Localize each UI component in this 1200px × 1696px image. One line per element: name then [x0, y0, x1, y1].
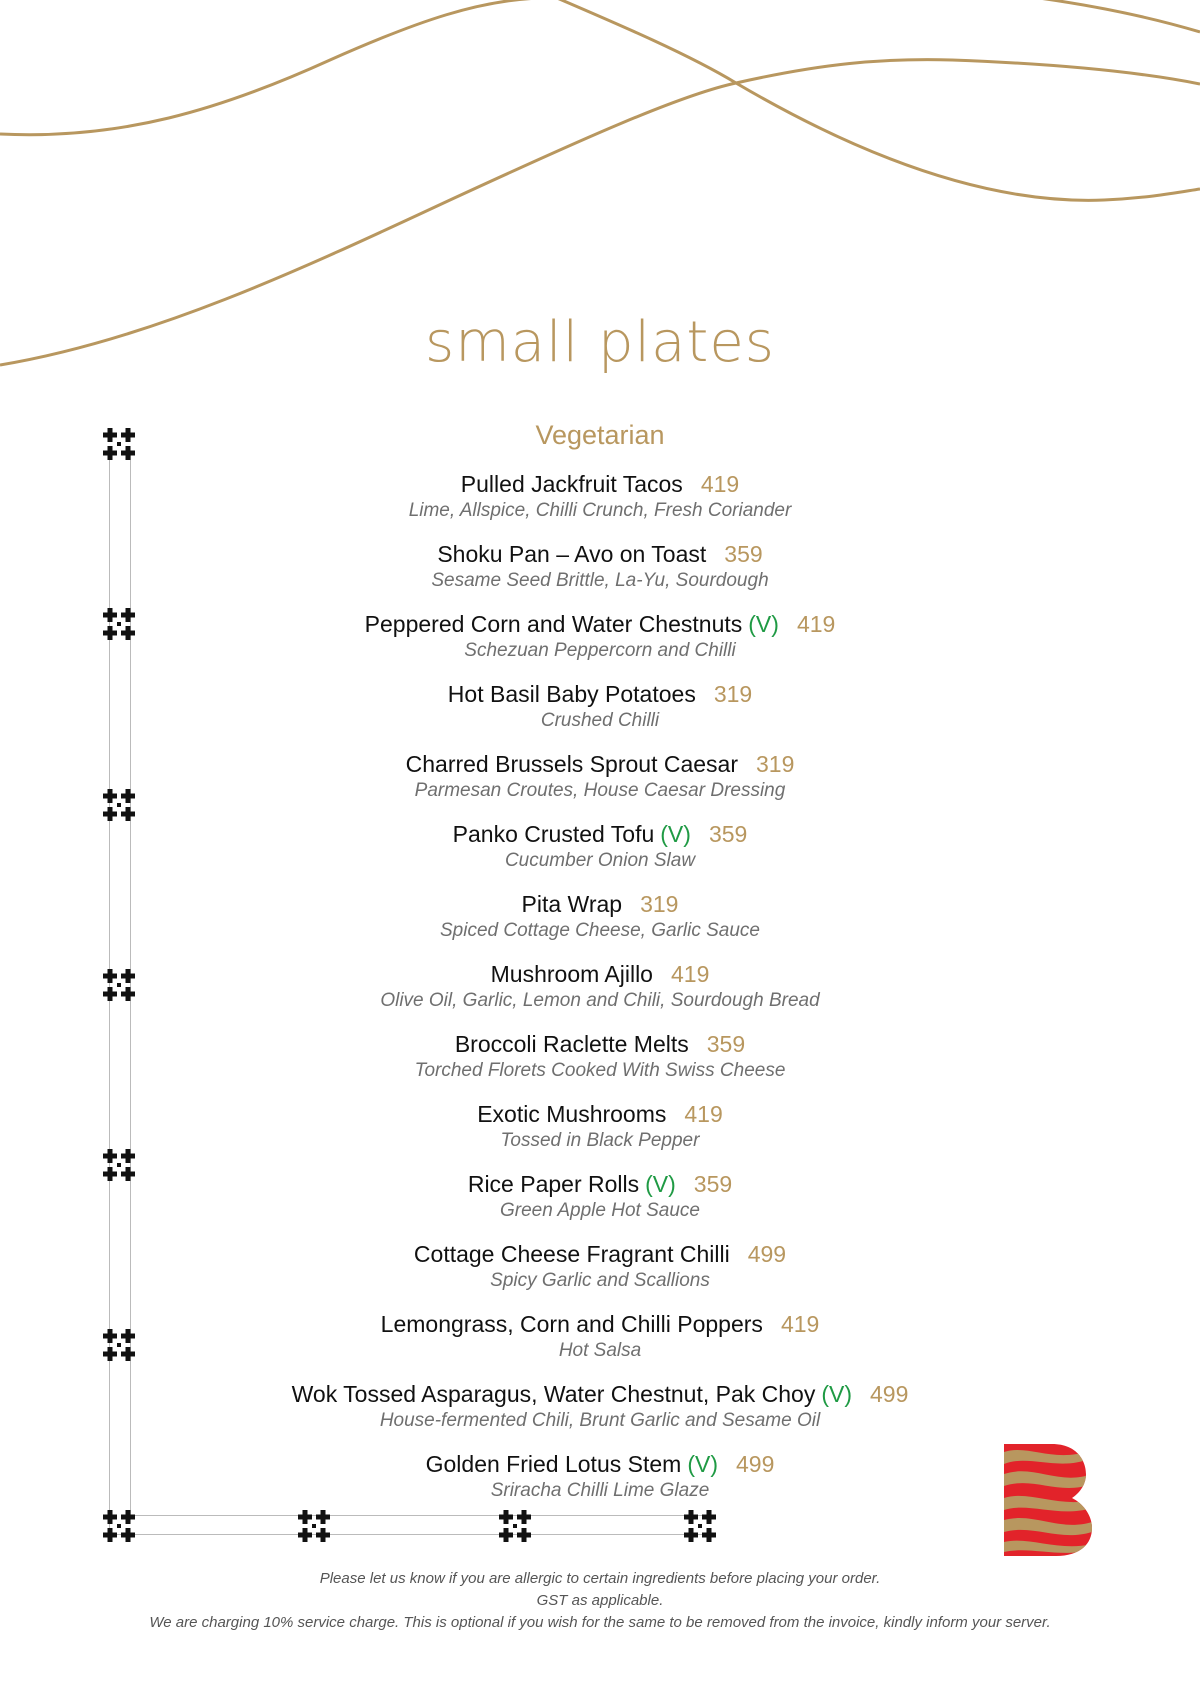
allergy-note: Please let us know if you are allergic to certain ingredients before placing your order.: [319, 1570, 881, 1587]
item-price: 419: [684, 1101, 723, 1127]
item-description: Green Apple Hot Sauce: [500, 1200, 700, 1221]
vegan-badge: (V): [748, 611, 779, 637]
item-name-line: [0, 959, 1200, 989]
item-description: Lime, Allspice, Chilli Crunch, Fresh Coriander: [408, 500, 792, 521]
item-description: Olive Oil, Garlic, Lemon and Chili, Sourdough Bread: [380, 990, 820, 1011]
footer-notes: [0, 1568, 1200, 1634]
vegan-badge: (V): [660, 821, 691, 847]
vegan-badge: (V): [687, 1451, 718, 1477]
item-description: Sesame Seed Brittle, La-Yu, Sourdough: [431, 570, 769, 591]
item-name-line: [0, 889, 1200, 919]
section-heading: Vegetarian: [535, 420, 665, 450]
item-name: Charred Brussels Sprout Caesar: [405, 751, 738, 777]
vegan-badge: (V): [821, 1381, 853, 1407]
item-description: Spicy Garlic and Scallions: [490, 1270, 710, 1291]
item-price: 419: [670, 961, 710, 987]
item-description: Schezuan Peppercorn and Chilli: [464, 640, 736, 661]
item-description: Parmesan Croutes, House Caesar Dressing: [414, 780, 786, 801]
item-price: 319: [640, 891, 679, 917]
item-price: 359: [708, 821, 748, 847]
item-description: Spiced Cottage Cheese, Garlic Sauce: [439, 920, 760, 941]
item-name-line: [0, 539, 1200, 569]
border-line: [130, 1515, 710, 1516]
item-price: 319: [713, 681, 753, 707]
menu-items: [0, 469, 1200, 1519]
menu-item: [0, 1169, 1200, 1239]
item-description: House-fermented Chili, Brunt Garlic and Sesame Oil: [379, 1410, 821, 1431]
menu-item: [0, 679, 1200, 749]
item-price: 359: [706, 1031, 746, 1057]
item-name: Lemongrass, Corn and Chilli Poppers: [380, 1311, 763, 1337]
item-name: Peppered Corn and Water Chestnuts: [364, 611, 743, 637]
item-price: 499: [870, 1381, 909, 1407]
wave-line: [557, 0, 1200, 200]
menu-item: [0, 1309, 1200, 1379]
border-line: [109, 1534, 710, 1535]
item-description: Hot Salsa: [558, 1340, 642, 1361]
wave-line: [0, 0, 541, 135]
menu-item: [0, 1099, 1200, 1169]
service-charge-note: We are charging 10% service charge. This is optional if you wish for the same to be removed from the invoice, kindly inform your server.: [149, 1614, 1051, 1631]
item-price: 499: [747, 1241, 787, 1267]
item-description: Torched Florets Cooked With Swiss Cheese: [414, 1060, 786, 1081]
menu-item: [0, 1239, 1200, 1309]
item-name: Panko Crusted Tofu: [452, 821, 655, 847]
item-description: Tossed in Black Pepper: [500, 1130, 700, 1151]
cross-ornament-icon: [297, 1509, 331, 1543]
item-name: Shoku Pan – Avo on Toast: [437, 541, 707, 567]
item-name-line: [0, 679, 1200, 709]
gst-note: GST as applicable.: [536, 1592, 664, 1609]
item-description: Crushed Chilli: [540, 710, 660, 731]
item-name-line: [0, 609, 1200, 639]
item-price: 499: [735, 1451, 775, 1477]
menu-item: [0, 819, 1200, 889]
item-name-line: [0, 819, 1200, 849]
item-name: Broccoli Raclette Melts: [454, 1031, 689, 1057]
item-name-line: [0, 1169, 1200, 1199]
item-name: Mushroom Ajillo: [490, 961, 653, 987]
item-name-line: [0, 1099, 1200, 1129]
item-name-line: [0, 1379, 1200, 1409]
item-price: 419: [780, 1311, 820, 1337]
item-name: Cottage Cheese Fragrant Chilli: [413, 1241, 730, 1267]
item-name-line: [0, 1239, 1200, 1269]
wave-line: [1039, 0, 1200, 32]
page-title: small plates: [425, 310, 775, 375]
menu-item: [0, 609, 1200, 679]
item-name: Pulled Jackfruit Tacos: [460, 471, 683, 497]
item-price: 419: [796, 611, 836, 637]
item-name: Golden Fried Lotus Stem: [425, 1451, 682, 1477]
item-name-line: [0, 749, 1200, 779]
cross-ornament-icon: [498, 1509, 532, 1543]
menu-item: [0, 889, 1200, 959]
brand-logo: [1004, 1444, 1092, 1556]
item-name-line: [0, 1309, 1200, 1339]
item-name: Rice Paper Rolls: [467, 1171, 640, 1197]
item-description: Cucumber Onion Slaw: [504, 850, 696, 871]
cross-ornament-icon: [102, 1328, 136, 1362]
menu-item: [0, 959, 1200, 1029]
item-price: 359: [724, 541, 763, 567]
cross-ornament-icon: [102, 788, 136, 822]
menu-item: [0, 469, 1200, 539]
menu-item: [0, 539, 1200, 609]
item-name: Pita Wrap: [521, 891, 623, 917]
item-price: 359: [693, 1171, 733, 1197]
cross-ornament-icon: [102, 968, 136, 1002]
item-price: 319: [756, 751, 795, 777]
cross-ornament-icon: [683, 1509, 717, 1543]
vegan-badge: (V): [645, 1171, 676, 1197]
cross-ornament-icon: [102, 1509, 136, 1543]
item-name-line: [0, 469, 1200, 499]
cross-ornament-icon: [102, 1148, 136, 1182]
item-name: Wok Tossed Asparagus, Water Chestnut, Pak Choy: [291, 1381, 816, 1407]
item-description: Sriracha Chilli Lime Glaze: [490, 1480, 710, 1501]
menu-item: [0, 1029, 1200, 1099]
item-name: Hot Basil Baby Potatoes: [447, 681, 696, 707]
cross-ornament-icon: [102, 607, 136, 641]
menu-item: [0, 749, 1200, 819]
menu-item: [0, 1379, 1200, 1449]
cross-ornament-icon: [102, 427, 136, 461]
item-name: Exotic Mushrooms: [477, 1101, 667, 1127]
item-name-line: [0, 1029, 1200, 1059]
item-price: 419: [700, 471, 740, 497]
